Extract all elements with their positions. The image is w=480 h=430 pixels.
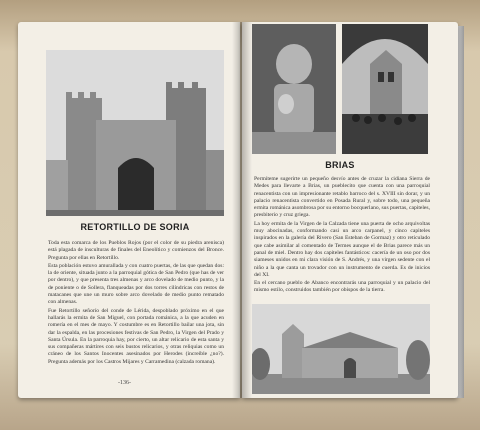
paragraph: La hoy ermita de la Virgen de la Calzada tiene una puerta de ocho arquivoltas muy abocinadas, conformando casi un arco carpanel, y cinco capiteles inspirados en la galería del Rivero (San Esteban de Gormaz) y otro reticulado que cabe asimilar al comentado de Termes aunque el de Brias parece más un panal de miel. Dentro hay dos capiteles fantásticos: cacería de un oso por dos siameses unidos en mi clara visión de S. Andrés, y una virgen sedente con el niño a la que canta un trovador con un instrumento de cuerda. Es de inicios del XI. (254, 220, 430, 278)
romanesque-church-illustration (252, 304, 430, 394)
stone-carving-illustration (252, 24, 336, 154)
brias-church-photo (252, 304, 430, 394)
right-page-body (254, 176, 430, 294)
paragraph: Permíteme sugerirte un pequeño desvío antes de cruzar la cidiana Sierra de Medes para llevarte a Brias, un pueblecito que cuenta con una parroquial renacentista con un impresionante retablo barroco del s. XVIII sin dorar, y un palacio renacentista convertido en Posada Rural y, sobre todo, una pequeña ermita románica asombrosa por su entorno bocquerlano, sus puertas, capiteles, presbiterio y cruz griega. (254, 176, 430, 219)
sculpture-photo (252, 24, 336, 154)
page-number: -136- (118, 380, 131, 386)
church-belfry-photo (342, 24, 428, 154)
left-page (18, 22, 240, 398)
retortillo-gate-photo (46, 50, 224, 216)
paragraph: Toda esta comarca de los Pueblos Rojos (por el color de su piedra arenisca) está plagada de insculturas de finales del Eneolítico y comienzos del Bronce. Pregunta por ellas en Retortillo. (48, 240, 224, 261)
right-page (242, 22, 458, 398)
open-book (18, 22, 464, 402)
left-page-title: RETORTILLO DE SORIA (80, 222, 190, 232)
book-gutter (232, 22, 252, 398)
paragraph: Esta población estuvo amurallada y con cuatro puertas, de las que quedan dos: la de oriente, situada junto a la parroquial gótica de San Pedro (que has de ver por dentro), y que presenta tres almenas y arco dovelado de medio punto, y la de poniente o de Sollera, flanqueadas por dos torres cilíndricas con restos de matacanes que une un muro sobre arco dovelado de medio punto rematado con almenas. (48, 262, 224, 306)
castle-gate-illustration (46, 50, 224, 216)
left-page-body (48, 240, 224, 372)
belfry-crowd-illustration (342, 24, 428, 154)
paragraph: Fue Retortillo señorío del conde de Lérida, despoblado próximo en el que hallarás la ermita de San Miguel, con portada románica, a la que acuden en romería en el mes de mayo. Y costumbre es en Retortillo bailar una jota, sin dar la espalda, en las procesiones festivas de San Pedro, la Virgen del Prado y Santa Úrsula. En la parroquia hay, por cierto, un altar relicario de esta santa y sus compañeras mártires con seis bustos relicarios, y otras reliquias como un cráneo de los Santos Inocentes asesinados por Herodes (increíble ¿no?). Pregunta además por los Castros Mijares y Carramedina (calzada romana). (48, 307, 224, 365)
right-page-title: BRIAS (325, 160, 355, 170)
paragraph: En el cercano pueblo de Abanco encontrarás una parroquial y un palacio del mismo estilo, construidos también por obispos de la tierra. (254, 280, 430, 294)
